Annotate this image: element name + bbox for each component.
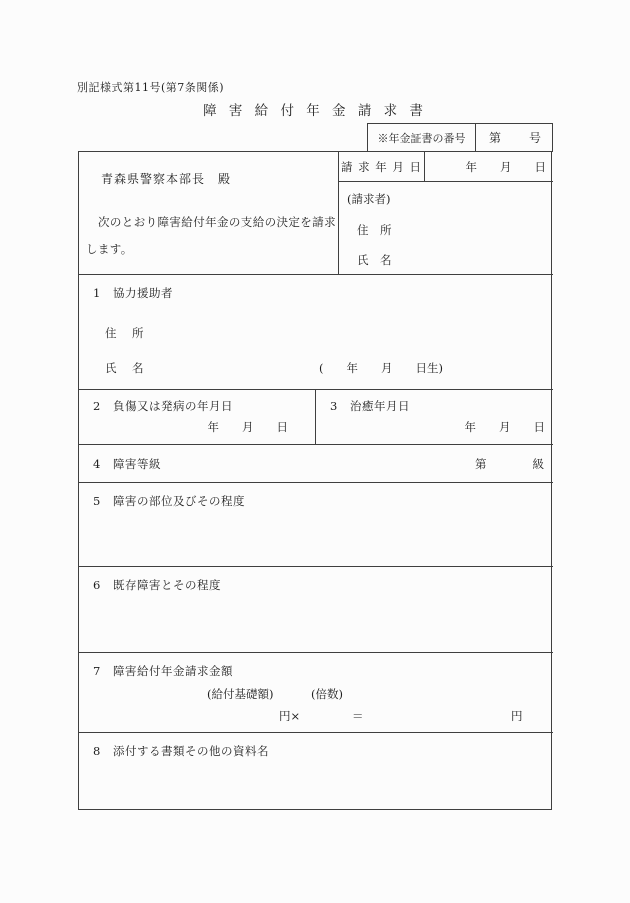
row-1-number: 1 (93, 286, 101, 300)
form-title: 障 害 給 付 年 金 請 求 書 (203, 103, 427, 119)
addressee: 青森県警察本部長 殿 (101, 172, 232, 186)
row-2-date: 年 月 日 (207, 420, 288, 434)
row-3-title (330, 398, 410, 414)
row-7-multiplier-label: (倍数) (311, 687, 343, 701)
row-8-title (93, 743, 269, 759)
row-1-label: 協力援助者 (113, 286, 173, 300)
form-code: 別記様式第11号(第7条関係) (77, 81, 225, 94)
row-6-label: 既存障害とその程度 (113, 578, 221, 592)
pension-certificate-number-value (476, 124, 552, 151)
row-7-title (93, 663, 233, 679)
row-6-existing-disability (79, 566, 553, 652)
row-7-yen-times: 円× (279, 709, 301, 723)
row-1-cooperative-helper (79, 274, 553, 389)
form-table (78, 151, 552, 810)
row-3-date: 年 月 日 (464, 420, 545, 434)
row-5-number: 5 (93, 494, 101, 508)
row-2-3-container (79, 389, 553, 444)
claimant-address-label: 住 所 (357, 223, 392, 237)
row-8-attached-documents (79, 732, 553, 811)
row-2-title (93, 398, 233, 414)
row-3-label: 治癒年月日 (350, 399, 410, 413)
row-4-label: 障害等級 (113, 456, 161, 471)
row-1-address-label: 住 所 (105, 326, 146, 340)
row-2-number: 2 (93, 399, 101, 413)
request-date-label: 請 求 年 月 日 (339, 152, 425, 181)
pension-certificate-number-label: ※年金証書の番号 (368, 124, 476, 151)
addressee-cell (79, 152, 339, 274)
row-2-label: 負傷又は発病の年月日 (113, 399, 233, 413)
row-5-label: 障害の部位及びその程度 (113, 494, 245, 508)
row-1-name-label: 氏 名 (105, 361, 146, 375)
claim-statement: 次のとおり障害給付年金の支給の決定を請求します。 (86, 215, 336, 256)
claimant-label: (請求者) (347, 192, 391, 206)
row-7-yen: 円 (511, 709, 523, 723)
request-date-value: 年 月 日 (465, 159, 546, 174)
row-6-title (93, 577, 221, 593)
claimant-name-label: 氏 名 (357, 253, 392, 267)
row-5-disability-part-degree (79, 482, 553, 566)
row-5-title (93, 493, 245, 509)
row-3-recovery-date (316, 390, 553, 444)
row-1-birth-date: ( 年 月 日生) (319, 361, 443, 375)
row-6-number: 6 (93, 578, 101, 592)
request-date-row (339, 152, 553, 182)
row-7-label: 障害給付年金請求金額 (113, 664, 233, 678)
row-3-number: 3 (330, 399, 338, 413)
certificate-number-prefix: 第 (489, 131, 502, 145)
row-8-label: 添付する書類その他の資料名 (113, 744, 269, 758)
claimant-cell (339, 182, 553, 274)
pension-certificate-number-box (367, 123, 553, 152)
row-4-number: 4 (93, 456, 101, 471)
row-8-number: 8 (93, 744, 101, 758)
row-4-grade: 第 級 (475, 456, 544, 471)
row-4-title (93, 456, 161, 472)
row-7-base-amount-label: (給付基礎額) (207, 687, 274, 701)
row-7-number: 7 (93, 664, 101, 678)
row-1-title (93, 285, 173, 301)
row-2-injury-date (79, 390, 316, 444)
row-7-equals: ＝ (352, 709, 364, 723)
certificate-number-suffix: 号 (528, 131, 541, 145)
row-4-disability-grade (79, 444, 553, 482)
row-7-claim-amount (79, 652, 553, 732)
